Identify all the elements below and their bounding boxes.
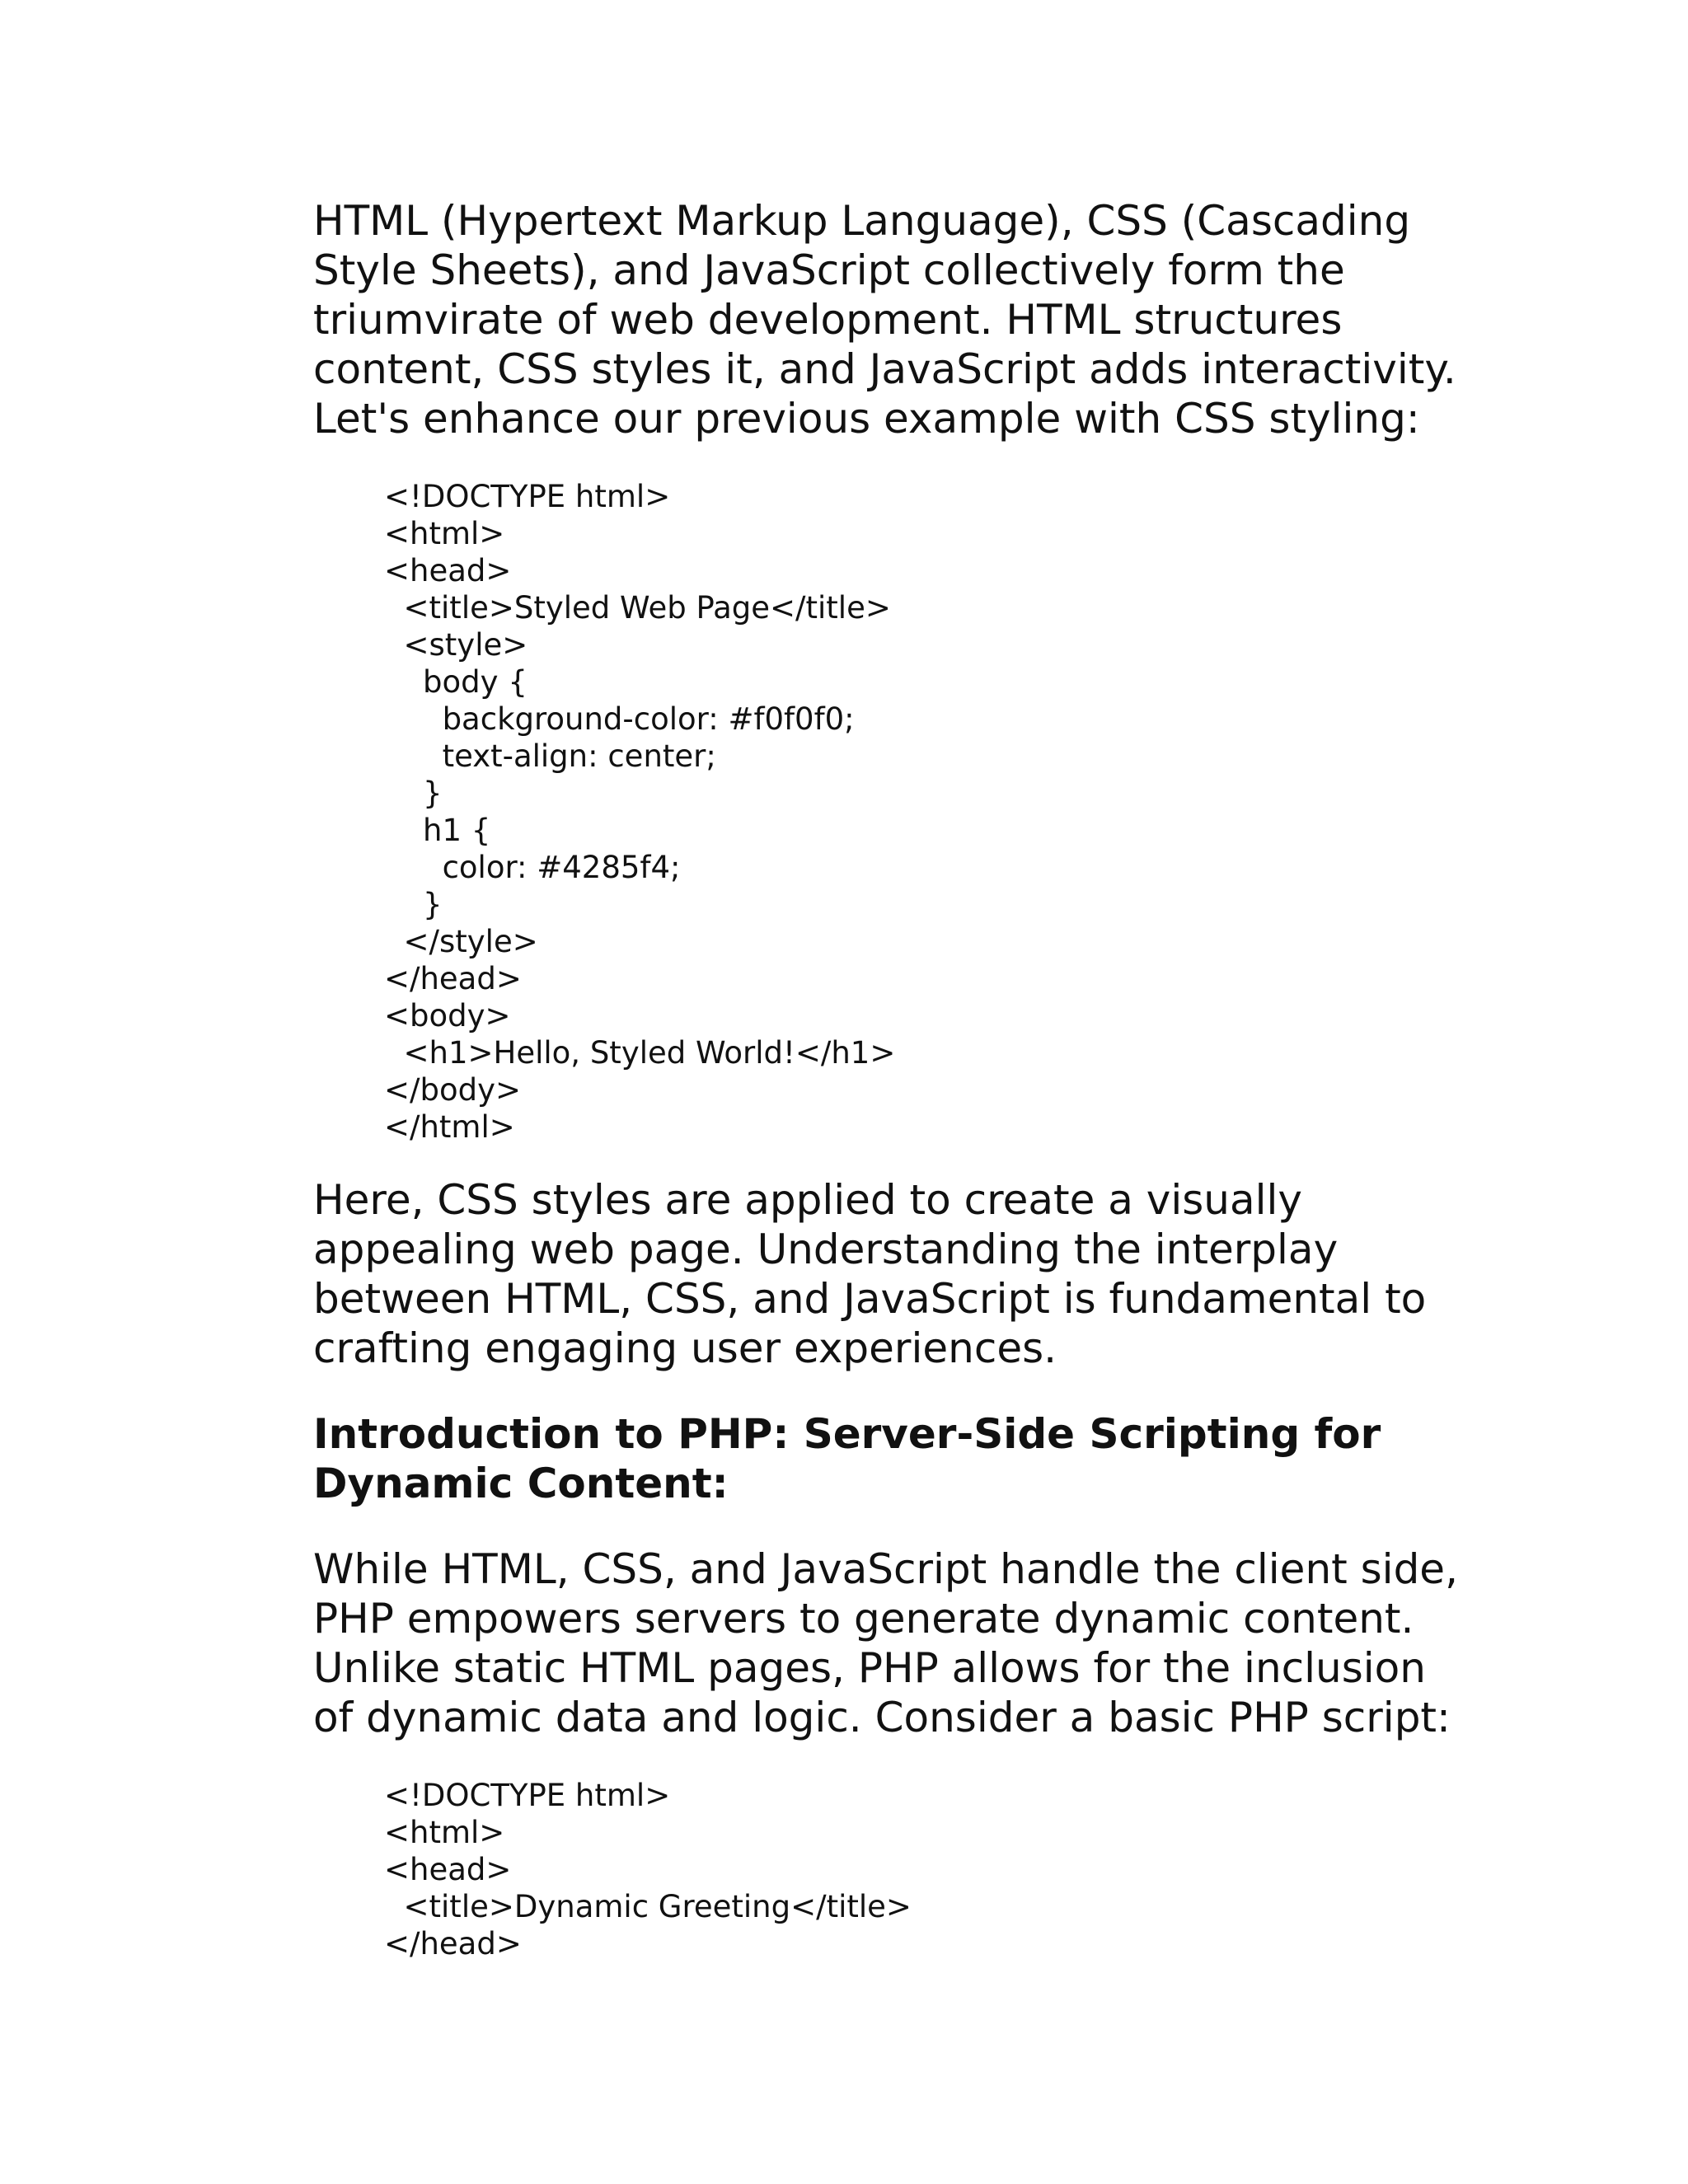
code-line: <title>Dynamic Greeting</title> — [384, 1889, 912, 1924]
paragraph-intro: HTML (Hypertext Markup Language), CSS (Cascading Style Sheets), and JavaScript collectively form the triumvirate of web development. HTML structures content, CSS styles it, and JavaScript adds interactivity. Let's enhance our previous example with CSS styling: — [313, 197, 1456, 443]
spacer — [313, 1373, 1467, 1409]
code-line: color: #4285f4; — [384, 850, 681, 885]
code-line: } — [384, 887, 443, 922]
code-line: </body> — [384, 1072, 521, 1108]
code-line: <html> — [384, 516, 505, 551]
code-line: <!DOCTYPE html> — [384, 1778, 671, 1813]
code-line: <style> — [384, 627, 528, 663]
code-line: <head> — [384, 553, 512, 588]
spacer — [313, 1742, 1467, 1777]
spacer — [313, 443, 1467, 478]
code-line: </style> — [384, 924, 538, 959]
code-line: <!DOCTYPE html> — [384, 479, 671, 514]
code-line: </html> — [384, 1109, 515, 1145]
spacer — [313, 1508, 1467, 1544]
section-heading-php: Introduction to PHP: Server-Side Scripting for Dynamic Content: — [313, 1410, 1381, 1507]
paragraph-css-explanation: Here, CSS styles are applied to create a visually appealing web page. Understanding the interplay between HTML, CSS, and JavaScript is fundamental to crafting engaging user experiences. — [313, 1176, 1427, 1372]
code-line: </head> — [384, 1926, 522, 1961]
paragraph-php-intro: While HTML, CSS, and JavaScript handle the client side, PHP empowers servers to generate dynamic content. Unlike static HTML pages, PHP allows for the inclusion of dynamic data and logic. Consider a basic PHP script: — [313, 1545, 1458, 1741]
code-line: <body> — [384, 998, 511, 1033]
code-line: <html> — [384, 1815, 505, 1850]
spacer — [313, 1146, 1467, 1175]
code-line: </head> — [384, 961, 522, 996]
document-page — [313, 196, 1467, 1962]
code-line: background-color: #f0f0f0; — [384, 701, 855, 737]
code-line: <title>Styled Web Page</title> — [384, 590, 891, 626]
code-line: } — [384, 776, 443, 811]
code-line: <head> — [384, 1852, 512, 1887]
code-block-styled-page — [384, 478, 1467, 1146]
code-line: text-align: center; — [384, 738, 716, 774]
code-line: h1 { — [384, 813, 491, 848]
code-line: body { — [384, 664, 528, 700]
code-line: <h1>Hello, Styled World!</h1> — [384, 1035, 896, 1071]
code-block-dynamic-greeting — [384, 1777, 1467, 1962]
